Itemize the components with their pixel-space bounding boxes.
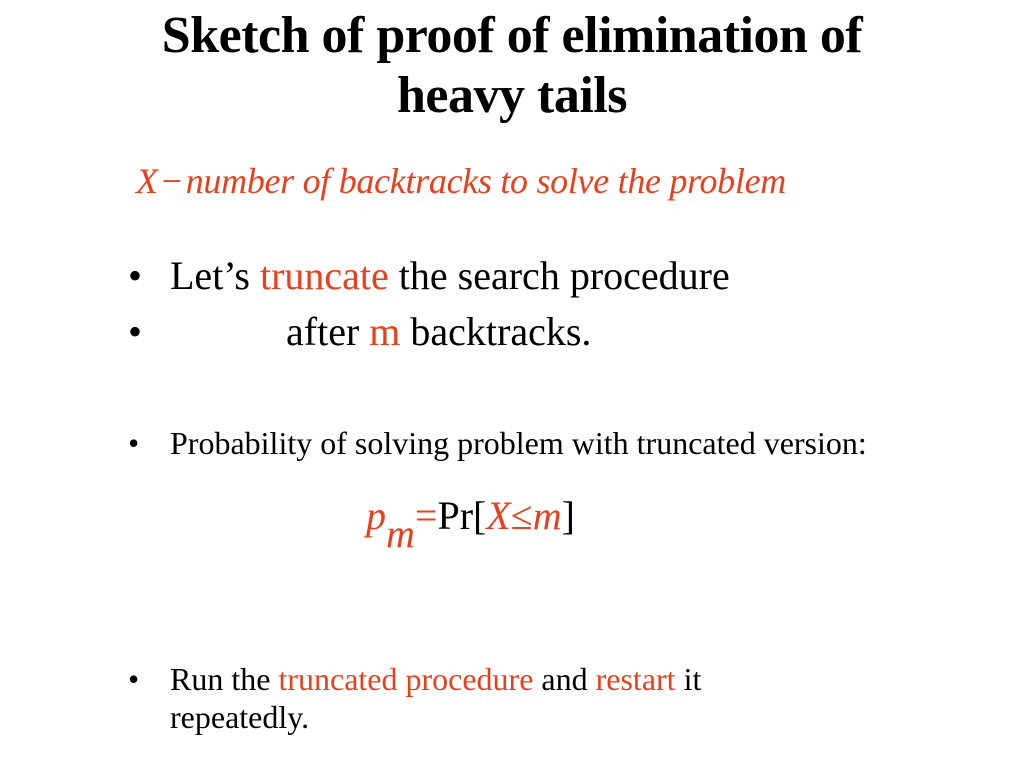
formula-subscript-m: m xyxy=(386,511,415,556)
definition-minus: − xyxy=(161,161,182,201)
bullet-text-part: Run the xyxy=(170,661,279,697)
highlight-truncated-procedure: truncated procedure xyxy=(278,661,534,697)
bullet-marker: • xyxy=(128,253,143,298)
definition-formula xyxy=(136,160,786,202)
bullet-marker: • xyxy=(128,425,140,461)
bullet-restart xyxy=(128,660,848,736)
bullet-text: Probability of solving problem with truncated version: xyxy=(170,425,867,461)
definition-variable: X xyxy=(136,161,158,201)
slide-title xyxy=(40,6,984,126)
formula-m: m xyxy=(532,493,562,538)
highlight-truncate: truncate xyxy=(259,253,389,298)
formula-pr: Pr[ xyxy=(437,493,487,538)
bullet-truncate xyxy=(128,252,730,300)
bullet-text xyxy=(170,252,730,300)
bullet-marker: • xyxy=(128,309,143,354)
definition-text: number of backtracks to solve the problem xyxy=(185,161,786,201)
bullet-text-part: it repeatedly. xyxy=(170,661,702,735)
bullet-text-part: Let’s xyxy=(170,253,260,298)
bullet-marker: • xyxy=(128,661,140,697)
probability-formula xyxy=(366,492,575,556)
formula-close-bracket: ] xyxy=(561,493,575,538)
highlight-m: m xyxy=(369,309,401,354)
formula-equals: = xyxy=(414,493,438,538)
formula-p: p xyxy=(366,493,386,538)
bullet-text-part: after xyxy=(286,309,370,354)
bullet-text xyxy=(170,660,848,736)
bullet-text xyxy=(286,308,591,356)
title-line-1: Sketch of proof of elimination of xyxy=(161,7,863,64)
bullet-text-part: and xyxy=(533,661,596,697)
title-line-2: heavy tails xyxy=(397,67,627,124)
bullet-after-m xyxy=(128,308,591,356)
bullet-probability xyxy=(128,425,928,461)
formula-le: ≤ xyxy=(510,493,533,538)
bullet-text-part: the search procedure xyxy=(388,253,730,298)
formula-x: X xyxy=(486,493,511,538)
bullet-text-part: backtracks. xyxy=(400,309,592,354)
highlight-restart: restart xyxy=(595,661,676,697)
